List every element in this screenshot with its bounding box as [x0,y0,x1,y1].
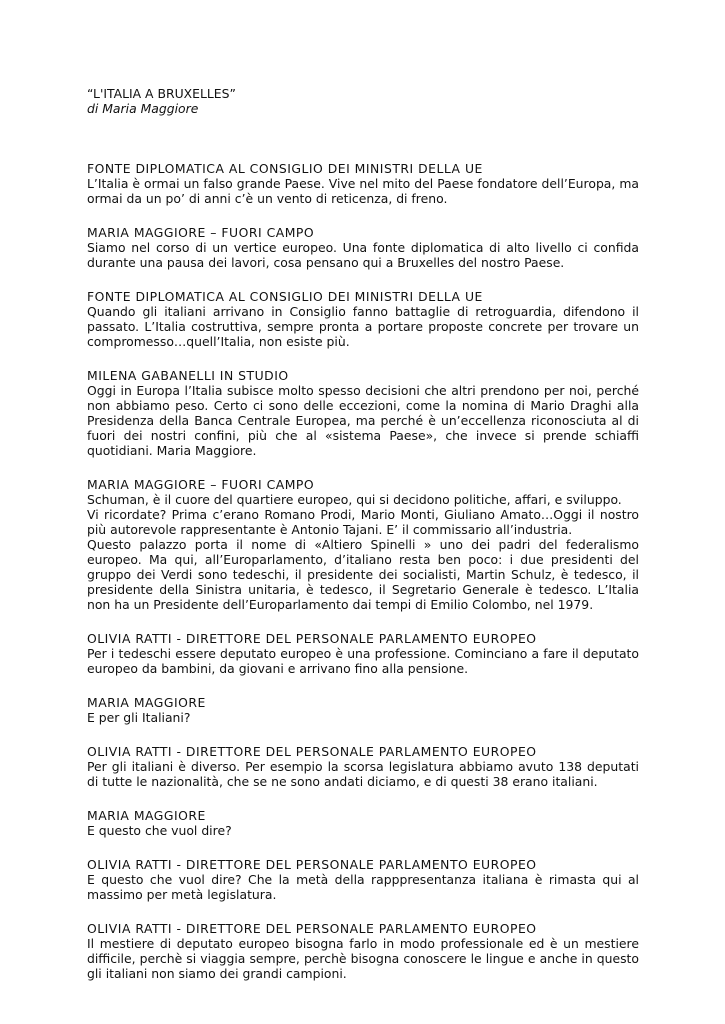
document-page [87,86,639,981]
speaker-name: MILENA GABANELLI IN STUDIO [87,368,289,383]
paragraph: L’Italia è ormai un falso grande Paese. Vive nel mito del Paese fondatore dell’Europa, ma ormai da un po’ di anni c’è un vento di reticenza, di freno. [87,176,639,206]
speaker-name: FONTE DIPLOMATICA AL CONSIGLIO DEI MINISTRI DELLA UE [87,161,483,176]
speaker-name: OLIVIA RATTI - DIRETTORE DEL PERSONALE PARLAMENTO EUROPEO [87,857,537,872]
paragraph: Per i tedeschi essere deputato europeo è una professione. Cominciano a fare il deputato europeo da bambini, da giovani e arrivano fino alla pensione. [87,646,639,676]
transcript-section [87,289,639,349]
paragraph: Il mestiere di deputato europeo bisogna farlo in modo professionale ed è un mestiere difficile, perchè si viaggia sempre, perchè bisogna conoscere le lingue e anche in questo gli italiani non siamo dei grandi campioni. [87,936,639,981]
paragraph: Vi ricordate? Prima c’erano Romano Prodi, Mario Monti, Giuliano Amato…Oggi il nostro più autorevole rappresentante è Antonio Tajani. E’ il commissario all’industria. [87,507,639,537]
paragraph: Per gli italiani è diverso. Per esempio la scorsa legislatura abbiamo avuto 138 deputati di tutte le nazionalità, che se ne sono andati diciamo, e di questi 38 erano italiani. [87,759,639,789]
speaker-name: MARIA MAGGIORE [87,695,206,710]
paragraph: Quando gli italiani arrivano in Consiglio fanno battaglie di retroguardia, difendono il passato. L’Italia costruttiva, sempre pronta a portare proposte concrete per trovare un compromesso…quell’Italia, non esiste più. [87,304,639,349]
paragraph: E questo che vuol dire? [87,823,232,838]
transcript-section [87,857,639,902]
speaker-name: OLIVIA RATTI - DIRETTORE DEL PERSONALE PARLAMENTO EUROPEO [87,921,537,936]
transcript-section [87,631,639,676]
transcript-section [87,695,639,725]
paragraph: Schuman, è il cuore del quartiere europeo, qui si decidono politiche, affari, e sviluppo. [87,492,622,507]
transcript-section [87,744,639,789]
transcript-section [87,921,639,981]
document-title: “L'ITALIA A BRUXELLES” [87,86,236,101]
speaker-name: MARIA MAGGIORE – FUORI CAMPO [87,225,315,240]
paragraph: E questo che vuol dire? Che la metà della rapppresentanza italiana è rimasta qui al massimo per metà legislatura. [87,872,639,902]
paragraph: Oggi in Europa l’Italia subisce molto spesso decisioni che altri prendono per noi, perché non abbiamo peso. Certo ci sono delle eccezioni, come la nomina di Mario Draghi alla Presidenza della Banca Centrale Europea, ma perché è un’eccellenza riconosciuta al di fuori dei nostri confini, più che al «sistema Paese», che invece si prende schiaffi quotidiani. Maria Maggiore. [87,383,639,458]
transcript-section [87,368,639,458]
paragraph: E per gli Italiani? [87,710,191,725]
transcript-section [87,477,639,612]
transcript-section [87,161,639,206]
speaker-name: OLIVIA RATTI - DIRETTORE DEL PERSONALE PARLAMENTO EUROPEO [87,744,537,759]
speaker-name: OLIVIA RATTI - DIRETTORE DEL PERSONALE PARLAMENTO EUROPEO [87,631,537,646]
paragraph: Questo palazzo porta il nome di «Altiero Spinelli » uno dei padri del federalismo europeo. Ma qui, all’Europarlamento, d’italiano resta ben poco: i due presidenti del gruppo dei Verdi sono tedeschi, il presidente dei socialisti, Martin Schulz, è tedesco, il presidente della Sinistra unitaria, è tedesco, il Segretario Generale è tedesco. L’Italia non ha un Presidente dell’Europarlamento dai tempi di Emilio Colombo, nel 1979. [87,537,639,612]
speaker-name: FONTE DIPLOMATICA AL CONSIGLIO DEI MINISTRI DELLA UE [87,289,483,304]
paragraph: Siamo nel corso di un vertice europeo. Una fonte diplomatica di alto livello ci confida durante una pausa dei lavori, cosa pensano qui a Bruxelles del nostro Paese. [87,240,639,270]
transcript-section [87,808,639,838]
document-author: di Maria Maggiore [87,101,199,116]
speaker-name: MARIA MAGGIORE [87,808,206,823]
speaker-name: MARIA MAGGIORE – FUORI CAMPO [87,477,315,492]
transcript-section [87,225,639,270]
